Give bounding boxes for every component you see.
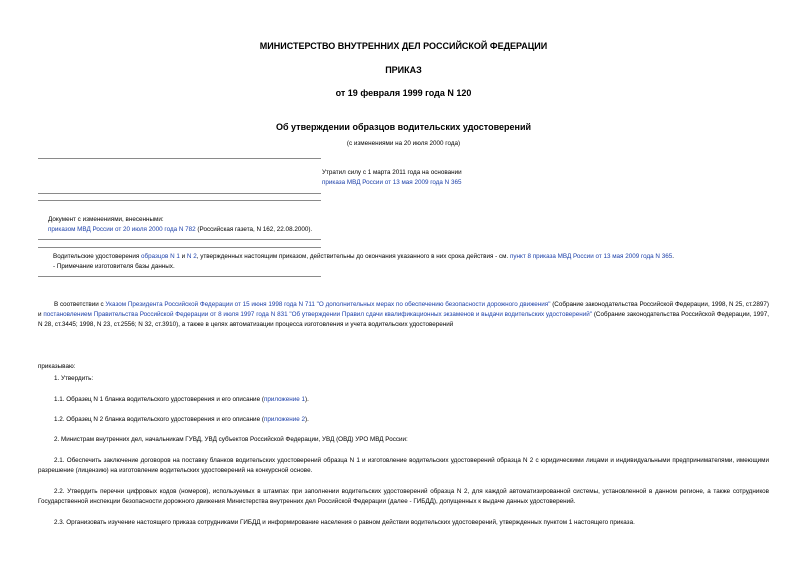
item-2: 2. Министрам внутренних дел, начальникам ГУВД, УВД субъектов Российской Федерации, УВД (ОВД) УРО МВД России: bbox=[54, 436, 408, 443]
lapsed-line: Утратил силу с 1 марта 2011 года на основании bbox=[322, 169, 462, 176]
amended-ref bbox=[48, 225, 548, 235]
divider bbox=[38, 158, 321, 159]
order-365-link[interactable]: пункт 8 приказа МВД России от 13 мая 2009 года N 365 bbox=[510, 253, 673, 260]
item-1-2: 1.2. Образец N 2 бланка водительского удостоверения и его описание (приложение 2). bbox=[54, 416, 309, 423]
divider bbox=[38, 193, 321, 194]
preamble-paragraph: В соответствии с Указом Президента Российской Федерации от 15 июня 1998 года N 711 "О дополнительных мерах по обеспечению безопасности дорожного движения" (Собрание законодательства Российской Федерации, 1998, N 25, ст.2897) и постановлением Правительства Российской Федерации от 8 июля 1997 года N 831 "Об утверждении Правил сдачи квалификационных экзаменов и выдачи водительских удостоверений" (Собрание законодательства Российской Федерации, 1997, N 28, ст.3445; 1998, N 23, ст.2556; N 32, ст.3910), а также в целях автоматизации процесса изготовления и учета водительских удостоверений bbox=[38, 301, 769, 328]
resolution-831-link[interactable]: постановлением Правительства Российской Федерации от 8 июля 1997 года N 831 "Об утверждении Правил сдачи квалификационных экзаменов и выдачи водительских удостоверений" bbox=[43, 311, 593, 318]
order-command: приказываю: bbox=[38, 363, 76, 370]
sample-1-link[interactable]: образцов N 1 bbox=[141, 253, 180, 260]
item-2-1: 2.1. Обеспечить заключение договоров на поставку бланков водительских удостоверений образца N 1 и изготовление водительских удостоверений образца N 2 с юридическими лицами и индивидуальными предпринимателями, имеющими разрешение (лицензию) на изготовление водительских удостоверений на конкурсной основе. bbox=[38, 457, 769, 474]
amended-rest: (Российская газета, N 162, 22.08.2000). bbox=[195, 226, 313, 233]
item-1: 1. Утвердить: bbox=[54, 375, 94, 382]
divider bbox=[38, 200, 321, 201]
editor-note: Водительские удостоверения образцов N 1 и N 2, утвержденных настоящим приказом, действительны до окончания указанного в них срока действия - см. пункт 8 приказа МВД России от 13 мая 2009 года N 365. bbox=[53, 253, 674, 260]
amended-link[interactable]: приказом МВД России от 20 июля 2000 года N 782 bbox=[48, 226, 196, 233]
item-1-1: 1.1. Образец N 1 бланка водительского удостоверения и его описание (приложение 1). bbox=[54, 396, 309, 403]
decree-711-link[interactable]: Указом Президента Российской Федерации от 15 июня 1998 года N 711 "О дополнительных мерах по обеспечению безопасности дорожного движения" bbox=[105, 301, 551, 308]
doc-type-heading: ПРИКАЗ bbox=[385, 65, 422, 75]
changes-note: (с изменениями на 20 июля 2000 года) bbox=[346, 140, 461, 147]
document-title: Об утверждении образцов водительских удостоверений bbox=[275, 122, 532, 132]
amended-line: Документ с изменениями, внесенными: bbox=[48, 216, 164, 223]
ministry-heading: МИНИСТЕРСТВО ВНУТРЕННИХ ДЕЛ РОССИЙСКОЙ ФЕДЕРАЦИИ bbox=[259, 41, 548, 51]
item-2-2: 2.2. Утвердить перечни цифровых кодов (номеров), используемых в штампах при заполнении водительских удостоверений образца N 2, для каждой автоматизированной системы, установленной в данном регионе, а также сотрудников Государственной инспекции безопасности дорожного движения Министерства внутренних дел Российской Федерации (далее - ГИБДД), допущенных к выдаче данных удостоверений. bbox=[38, 488, 769, 505]
lapsed-link[interactable]: приказа МВД России от 13 мая 2009 года N 365 bbox=[322, 179, 462, 186]
editor-note-suffix: - Примечание изготовителя базы данных. bbox=[53, 263, 175, 270]
sample-2-link[interactable]: N 2 bbox=[186, 253, 197, 260]
appendix-2-link[interactable]: приложение 2 bbox=[263, 416, 306, 423]
divider bbox=[38, 239, 321, 240]
date-number-heading: от 19 февраля 1999 года N 120 bbox=[335, 88, 472, 98]
item-2-3: 2.3. Организовать изучение настоящего приказа сотрудниками ГИБДД и информирование населения о равном действии водительских удостоверений, утвержденных пунктом 1 настоящего приказа. bbox=[54, 519, 635, 526]
divider bbox=[38, 276, 321, 277]
appendix-1-link[interactable]: приложение 1 bbox=[263, 396, 306, 403]
divider bbox=[38, 247, 321, 248]
